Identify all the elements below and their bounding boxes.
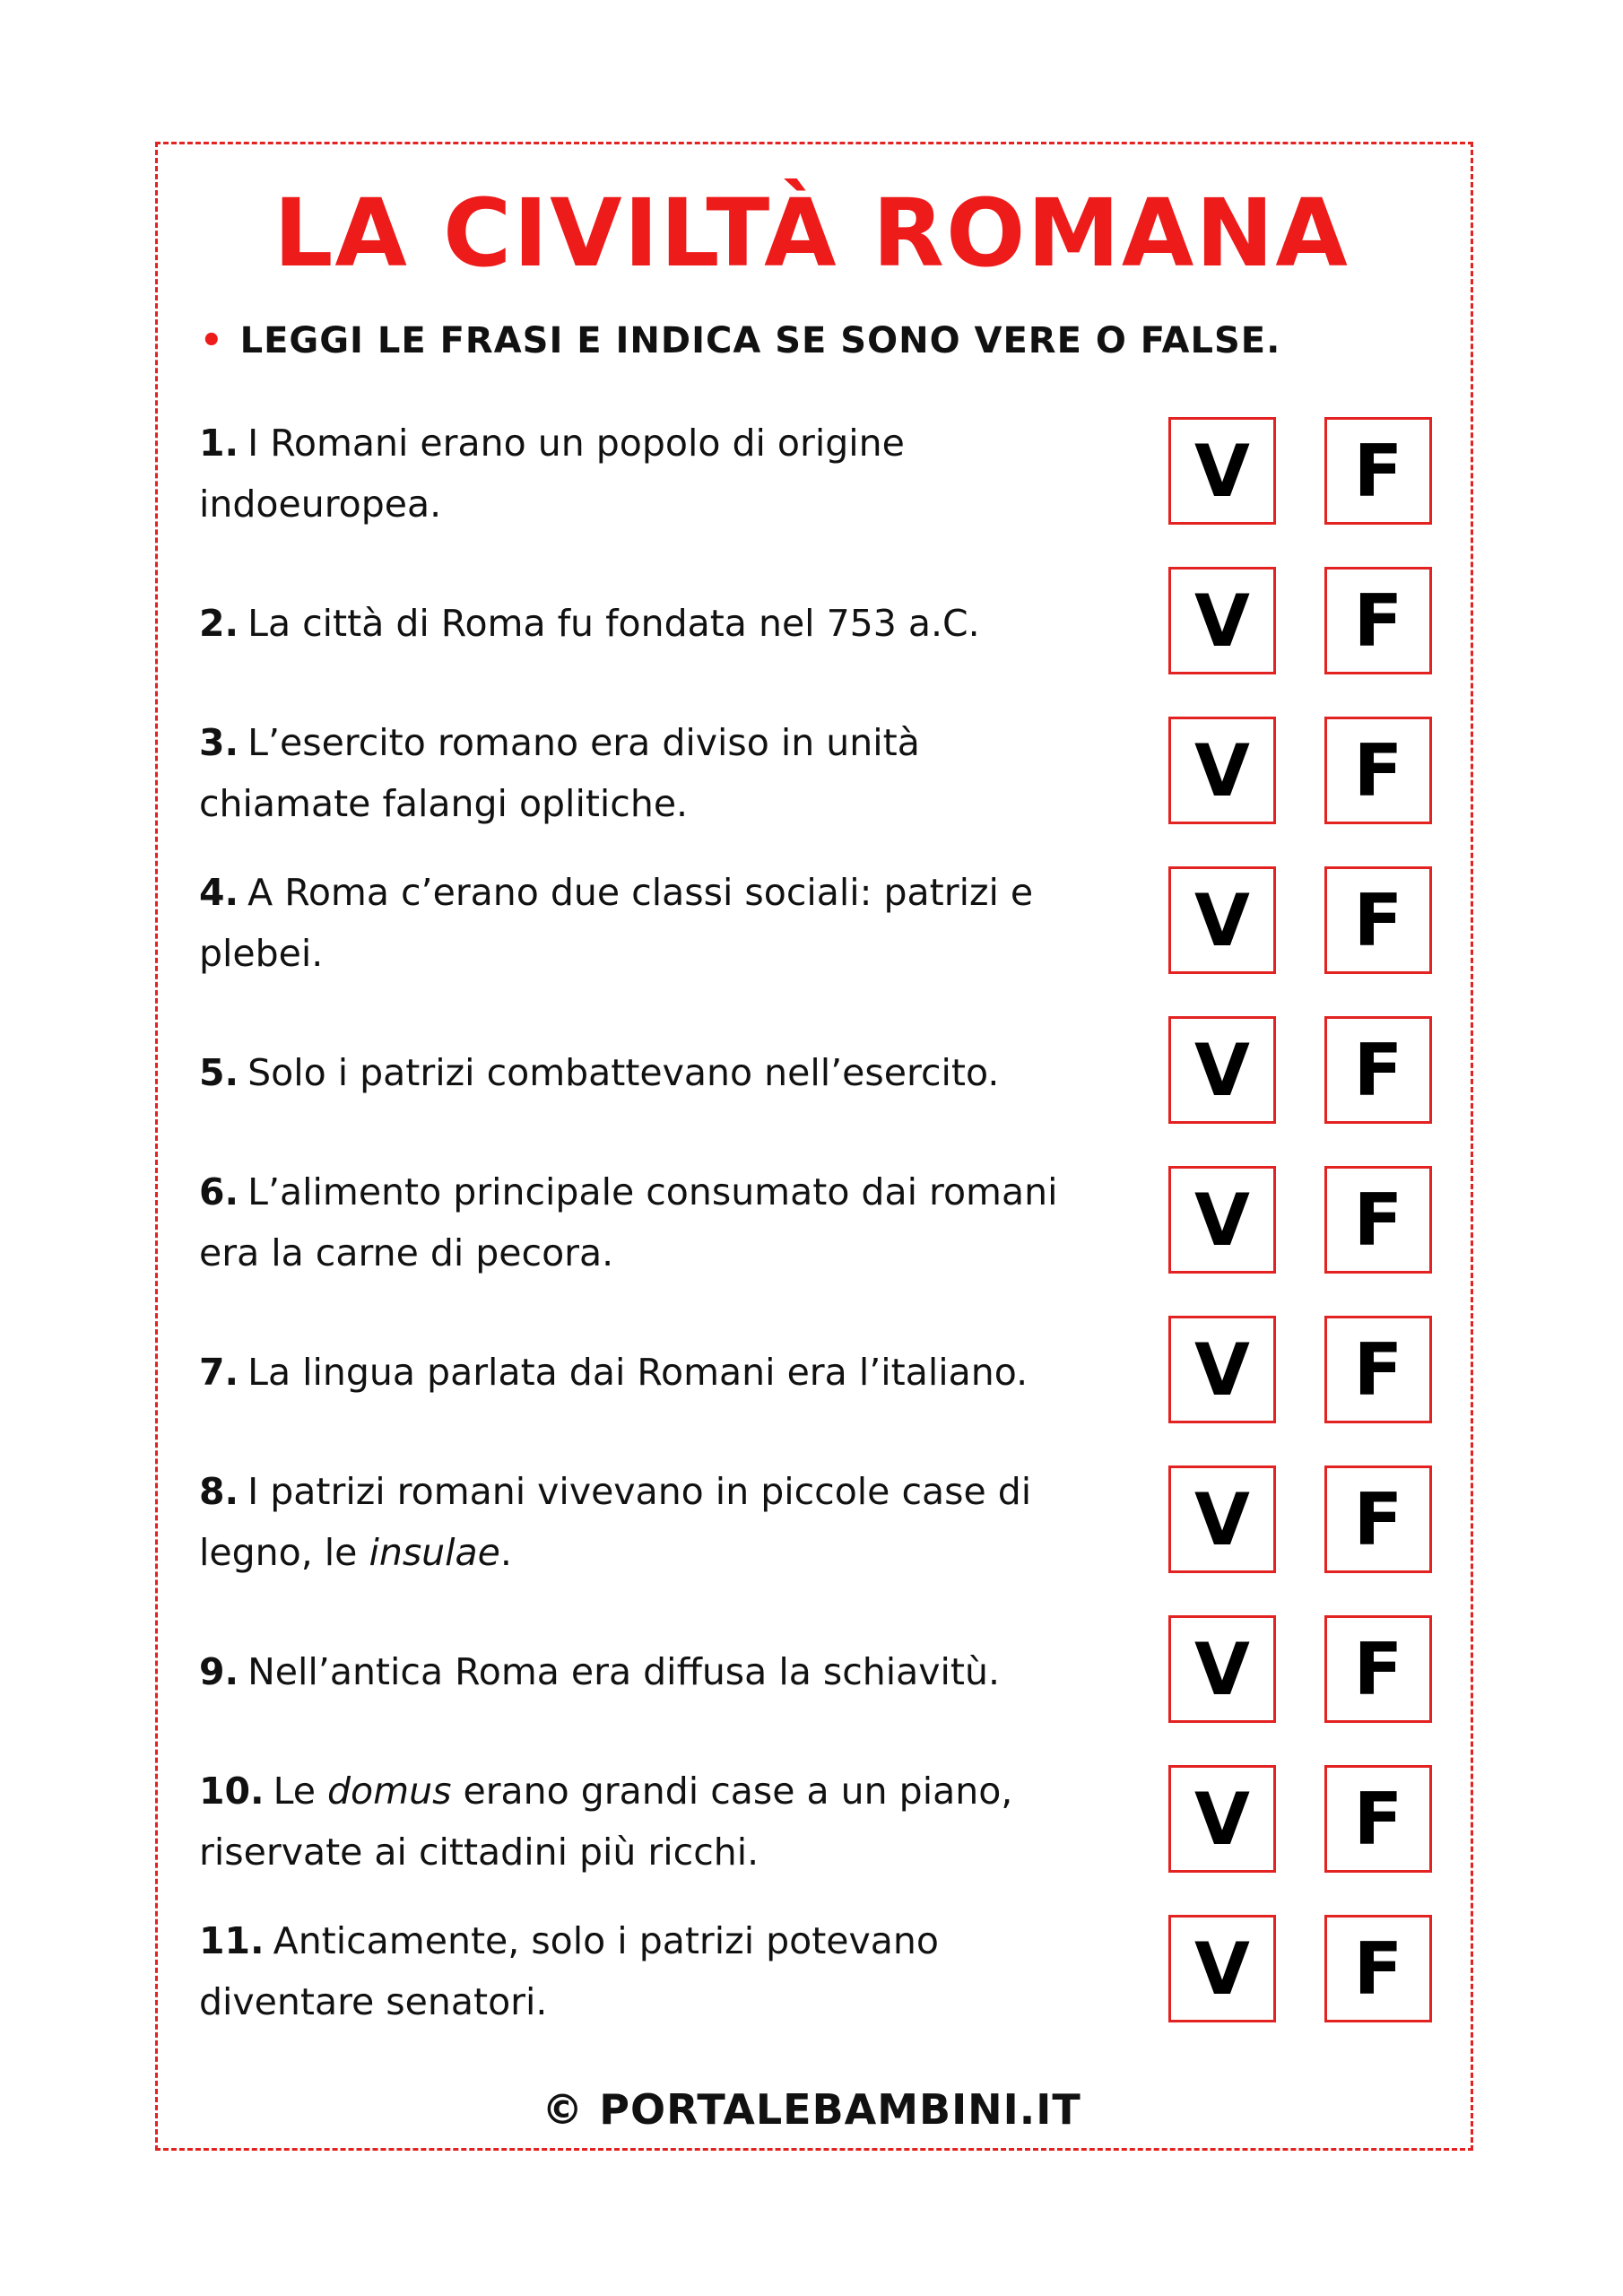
question-row-6 [0,1164,1623,1281]
true-box[interactable]: V [1168,1615,1276,1723]
question-number: 8. [199,1470,239,1513]
question-sentence: I patrizi romani vivevano in piccole case di legno, le [199,1470,1032,1574]
question-text [199,1164,1096,1281]
question-sentence-end: erano grandi case a un piano, riservate ai cittadini più ricchi. [199,1770,1013,1874]
question-number: 3. [199,721,239,764]
false-box[interactable]: F [1324,1615,1432,1723]
true-box[interactable]: V [1168,1765,1276,1873]
question-number: 1. [199,422,239,465]
question-sentence: L’alimento principale consumato dai romani era la carne di pecora. [199,1170,1058,1274]
question-sentence: La lingua parlata dai Romani era l’italiano. [247,1351,1028,1394]
question-row-3 [0,715,1623,831]
question-italic: insulae [369,1531,500,1574]
question-text [199,1014,1096,1131]
question-number: 7. [199,1351,239,1394]
question-text [199,1613,1096,1730]
instruction-text: LEGGI LE FRASI E INDICA SE SONO VERE O FALSE. [239,320,1281,361]
false-box[interactable]: F [1324,717,1432,824]
question-sentence: A Roma c’erano due classi sociali: patrizi e plebei. [199,871,1034,975]
true-box[interactable]: V [1168,1465,1276,1573]
false-box[interactable]: F [1324,1166,1432,1274]
question-number: 5. [199,1051,239,1094]
question-row-11 [0,1913,1623,2030]
question-sentence: I Romani erano un popolo di origine indoeuropea. [199,422,905,526]
question-text [199,565,1096,682]
false-box[interactable]: F [1324,1316,1432,1423]
false-box[interactable]: F [1324,1915,1432,2022]
true-box[interactable]: V [1168,567,1276,674]
true-box[interactable]: V [1168,1316,1276,1423]
true-box[interactable]: V [1168,1016,1276,1124]
copyright-footer: © PORTALEBAMBINI.IT [542,2085,1081,2134]
false-box[interactable]: F [1324,866,1432,974]
question-text [199,1913,1096,2030]
question-sentence: Le [273,1770,328,1813]
true-box[interactable]: V [1168,1915,1276,2022]
false-box[interactable]: F [1324,1465,1432,1573]
question-number: 2. [199,602,239,645]
question-text [199,715,1096,831]
false-box[interactable]: F [1324,1765,1432,1873]
true-box[interactable]: V [1168,717,1276,824]
question-text [199,865,1096,981]
question-row-5 [0,1014,1623,1131]
false-box[interactable]: F [1324,567,1432,674]
question-text [199,415,1096,532]
question-text [199,1763,1096,1880]
question-sentence: Solo i patrizi combattevano nell’esercito. [247,1051,1000,1094]
question-sentence: Nell’antica Roma era diffusa la schiavitù. [247,1650,1001,1693]
true-box[interactable]: V [1168,417,1276,525]
false-box[interactable]: F [1324,1016,1432,1124]
false-box[interactable]: F [1324,417,1432,525]
question-sentence-end: . [499,1531,512,1574]
question-text [199,1314,1096,1431]
question-row-10 [0,1763,1623,1880]
question-number: 6. [199,1170,239,1213]
question-number: 11. [199,1919,265,1962]
question-sentence: L’esercito romano era diviso in unità chiamate falangi oplitiche. [199,721,920,825]
question-number: 10. [199,1770,265,1813]
question-row-9 [0,1613,1623,1730]
question-row-2 [0,565,1623,682]
question-row-8 [0,1464,1623,1580]
true-box[interactable]: V [1168,866,1276,974]
question-sentence: La città di Roma fu fondata nel 753 a.C. [247,602,980,645]
question-italic: domus [327,1770,452,1813]
true-box[interactable]: V [1168,1166,1276,1274]
question-row-4 [0,865,1623,981]
question-row-7 [0,1314,1623,1431]
question-row-1 [0,415,1623,532]
question-text [199,1464,1096,1580]
question-number: 9. [199,1650,239,1693]
page-title: LA CIVILTÀ ROMANA [273,178,1350,288]
question-sentence: Anticamente, solo i patrizi potevano diventare senatori. [199,1919,939,2023]
bullet-icon: • [200,320,224,361]
question-number: 4. [199,871,239,914]
